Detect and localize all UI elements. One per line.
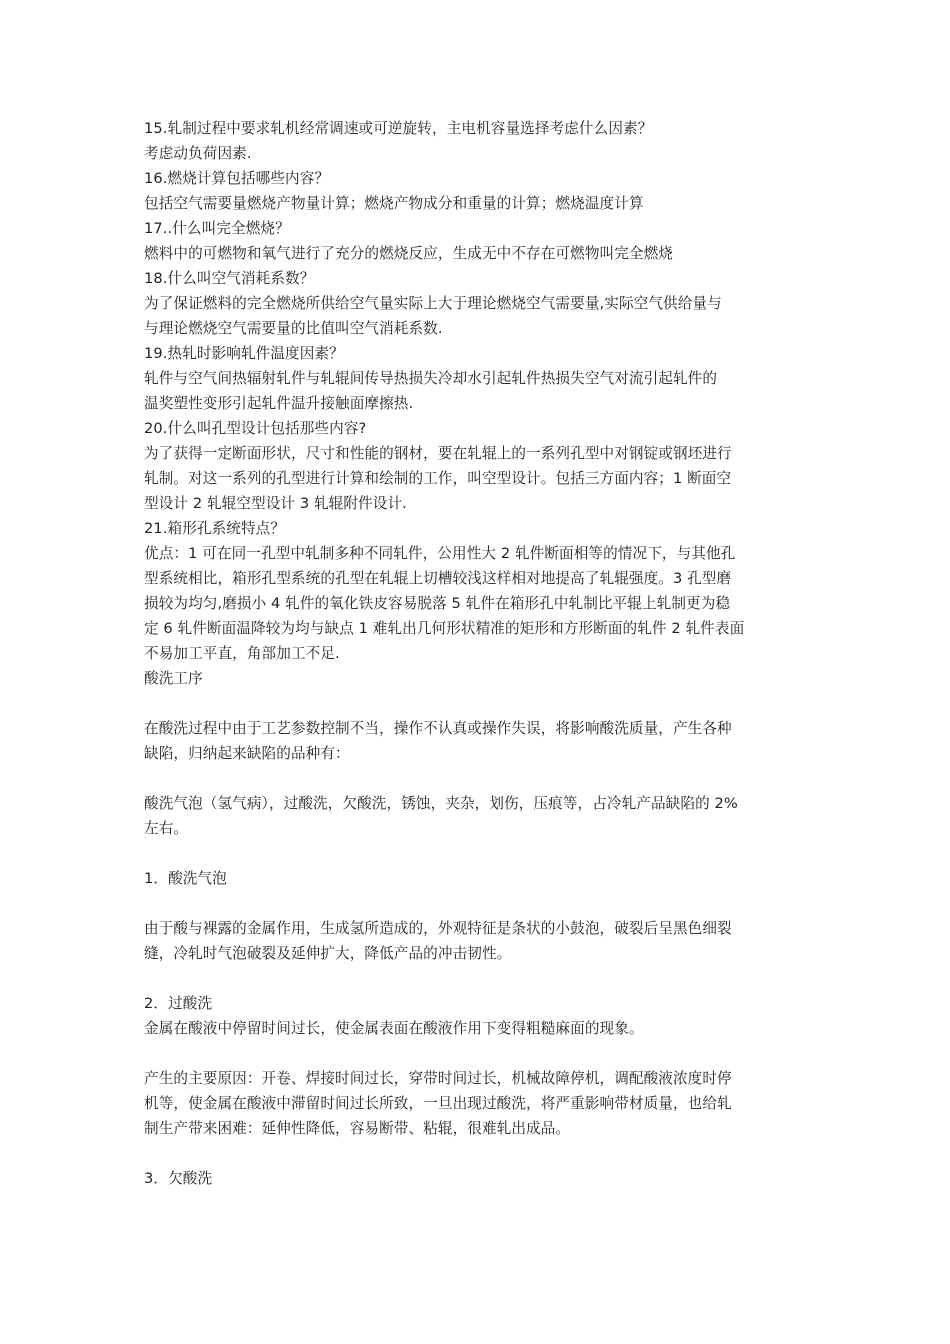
answer-19-line: 轧件与空气间热辐射轧件与轧辊间传导热损失冷却水引起轧件热损失空气对流引起轧件的 bbox=[144, 370, 718, 387]
paragraph-gap bbox=[144, 966, 808, 991]
answer-20-line: 轧制。对这一系列的孔型进行计算和绘制的工作，叫空型设计。包括三方面内容；1 断面空 bbox=[144, 470, 732, 487]
question-17: 17..什么叫完全燃烧？ bbox=[144, 220, 290, 237]
bubbles-line: 由于酸与裸露的金属作用，生成氢所造成的，外观特征是条状的小鼓泡，破裂后呈黑色细裂 bbox=[144, 920, 732, 937]
answer-21-line: 不易加工平直，角部加工不足. bbox=[144, 645, 340, 662]
answer-15: 考虑动负荷因素. bbox=[144, 145, 252, 162]
section-heading-pickling: 酸洗工序 bbox=[144, 670, 203, 687]
paragraph-gap bbox=[144, 766, 808, 791]
heading-pickling-bubbles: 1．酸洗气泡 bbox=[144, 870, 227, 887]
over-pickling-text: 金属在酸液中停留时间过长，使金属表面在酸液作用下变得粗糙麻面的现象。 bbox=[144, 1020, 644, 1037]
paragraph-gap bbox=[144, 1141, 808, 1166]
paragraph-gap bbox=[144, 1041, 808, 1066]
intro-line: 在酸洗过程中由于工艺参数控制不当，操作不认真或操作失误，将影响酸洗质量，产生各种 bbox=[144, 720, 732, 737]
defects-line: 左右。 bbox=[144, 820, 189, 837]
heading-over-pickling: 2．过酸洗 bbox=[144, 995, 213, 1012]
cause-line: 产生的主要原因：开卷、焊接时间过长，穿带时间过长，机械故障停机，调配酸液浓度时停 bbox=[144, 1070, 732, 1087]
answer-19-line: 温奖塑性变形引起轧件温升接触面摩擦热. bbox=[144, 395, 414, 412]
paragraph-gap bbox=[144, 891, 808, 916]
answer-21-line: 定 6 轧件断面温降较为均与缺点 1 难轧出几何形状精准的矩形和方形断面的轧件 2 轧件表面 bbox=[144, 620, 745, 637]
answer-20-line: 为了获得一定断面形状，尺寸和性能的钢材，要在轧辊上的一系列孔型中对钢锭或钢坯进行 bbox=[144, 445, 732, 462]
question-18: 18.什么叫空气消耗系数？ bbox=[144, 270, 315, 287]
question-15: 15.轧制过程中要求轧机经常调速或可逆旋转，主电机容量选择考虑什么因素？ bbox=[144, 120, 653, 137]
answer-17: 燃料中的可燃物和氧气进行了充分的燃烧反应，生成无中不存在可燃物叫完全燃烧 bbox=[144, 245, 673, 262]
cause-line: 机等，使金属在酸液中滞留时间过长所致，一旦出现过酸洗，将严重影响带材质量，也给轧 bbox=[144, 1095, 732, 1112]
question-21: 21.箱形孔系统特点？ bbox=[144, 520, 286, 537]
heading-under-pickling: 3．欠酸洗 bbox=[144, 1170, 213, 1187]
question-19: 19.热轧时影响轧件温度因素？ bbox=[144, 345, 344, 362]
answer-16: 包括空气需要量燃烧产物量计算；燃烧产物成分和重量的计算；燃烧温度计算 bbox=[144, 195, 644, 212]
intro-line: 缺陷，归纳起来缺陷的品种有： bbox=[144, 745, 350, 762]
answer-18-line: 与理论燃烧空气需要量的比值叫空气消耗系数. bbox=[144, 320, 443, 337]
question-16: 16.燃烧计算包括哪些内容？ bbox=[144, 170, 330, 187]
answer-21-line: 型系统相比，箱形孔型系统的孔型在轧辊上切槽较浅这样相对地提高了轧辊强度。3 孔型磨 bbox=[144, 570, 732, 587]
bubbles-line: 缝，冷轧时气泡破裂及延伸扩大，降低产品的冲击韧性。 bbox=[144, 945, 512, 962]
answer-18-line: 为了保证燃料的完全燃烧所供给空气量实际上大于理论燃烧空气需要量,实际空气供给量与 bbox=[144, 295, 722, 312]
answer-21-line: 优点：1 可在同一孔型中轧制多种不同轧件，公用性大 2 轧件断面相等的情况下，与其他孔 bbox=[144, 545, 736, 562]
answer-21-line: 损较为均匀,磨损小 4 轧件的氧化铁皮容易脱落 5 轧件在箱形孔中轧制比平辊上轧制更为稳 bbox=[144, 595, 731, 612]
cause-line: 制生产带来困难：延伸性降低，容易断带、粘辊，很难轧出成品。 bbox=[144, 1120, 571, 1137]
paragraph-gap bbox=[144, 691, 808, 716]
question-20: 20.什么叫孔型设计包括那些内容? bbox=[144, 420, 367, 437]
defects-line: 酸洗气泡（氢气病），过酸洗，欠酸洗，锈蚀，夹杂，划伤，压痕等，占冷轧产品缺陷的 2% bbox=[144, 795, 738, 812]
answer-20-line: 型设计 2 轧辊空型设计 3 轧辊附件设计. bbox=[144, 495, 407, 512]
document-body bbox=[144, 116, 808, 1191]
paragraph-gap bbox=[144, 841, 808, 866]
